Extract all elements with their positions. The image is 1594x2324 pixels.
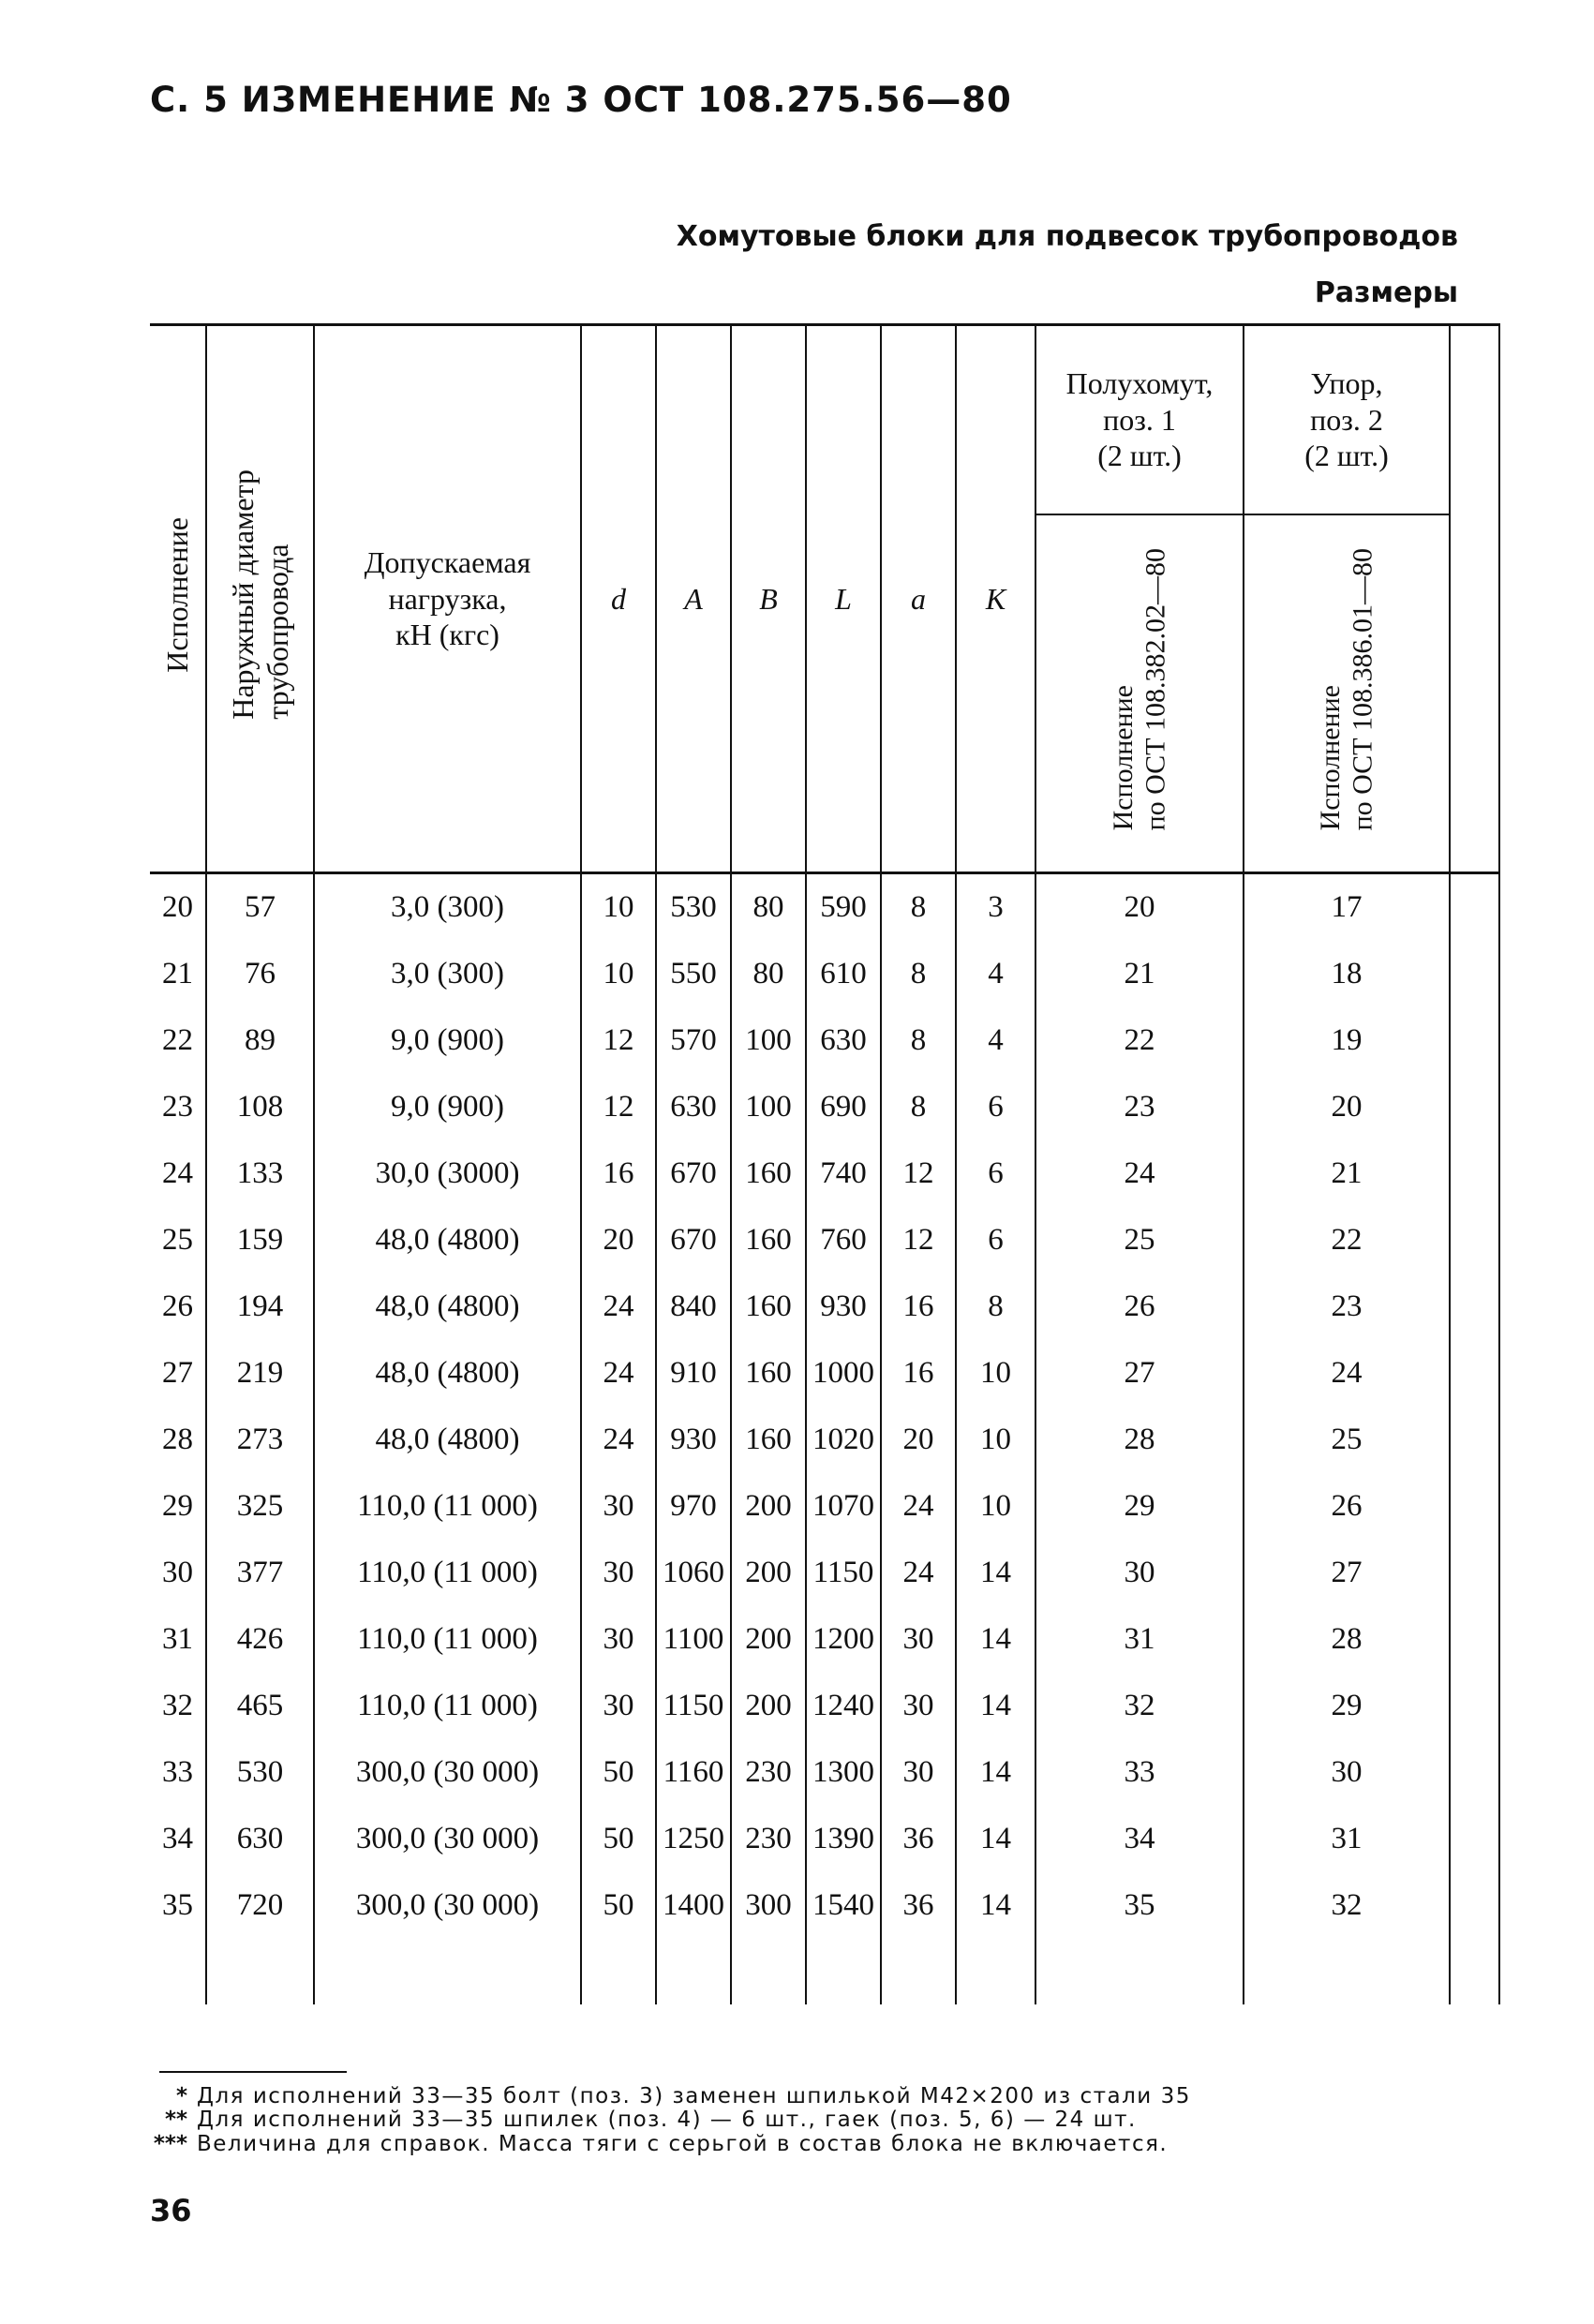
table-cell-empty [806, 1939, 881, 2004]
table-cell-empty [1244, 1939, 1450, 2004]
table-cell-empty [881, 1939, 956, 2004]
footnote-3 [153, 2131, 1467, 2156]
table-cell: 21 [150, 941, 206, 1007]
table-cell-empty [1450, 1074, 1499, 1140]
footnote-text: Величина для справок. Масса тяги с серьгой в состав блока не включается. [197, 2131, 1169, 2156]
table-row [150, 1274, 1499, 1340]
table-cell: 12 [881, 1207, 956, 1274]
table-cell: 14 [956, 1739, 1035, 1806]
table-cell: 24 [581, 1340, 656, 1407]
table-cell: 30 [150, 1540, 206, 1606]
stop-line2: поз. 2 [1310, 402, 1383, 437]
footnote-text: Для исполнений 33—35 болт (поз. 3) заменен шпилькой М42×200 из стали 35 [197, 2084, 1191, 2108]
table-cell-empty [1450, 941, 1499, 1007]
table-cell: 10 [956, 1407, 1035, 1473]
table-cell: 630 [656, 1074, 731, 1140]
footnote-mark: * [175, 2084, 187, 2108]
table-cell: 1150 [656, 1673, 731, 1739]
table-cell-empty [731, 1939, 806, 2004]
table-cell: 200 [731, 1473, 806, 1540]
table-cell: 1540 [806, 1872, 881, 1939]
table-title: Хомутовые блоки для подвесок трубопроводов [676, 220, 1458, 253]
table-body [150, 873, 1499, 2005]
table-cell: 25 [150, 1207, 206, 1274]
header-L: L [806, 325, 881, 873]
table-cell: 670 [656, 1140, 731, 1207]
table-cell: 16 [881, 1340, 956, 1407]
table-cell: 17 [1244, 873, 1450, 942]
table-cell: 89 [206, 1007, 314, 1074]
table-cell: 630 [806, 1007, 881, 1074]
table-row [150, 1606, 1499, 1673]
halfclamp-line3: (2 шт.) [1097, 439, 1182, 473]
table-cell: 690 [806, 1074, 881, 1140]
header-empty [1450, 325, 1499, 873]
table-cell: 1000 [806, 1340, 881, 1407]
table-cell: 33 [150, 1739, 206, 1806]
table-cell: 110,0 (11 000) [314, 1540, 581, 1606]
table-cell: 24 [881, 1540, 956, 1606]
header-halfclamp-execution [1035, 514, 1244, 873]
table-cell: 1300 [806, 1739, 881, 1806]
table-cell: 160 [731, 1274, 806, 1340]
table-row [150, 1407, 1499, 1473]
table-cell: 48,0 (4800) [314, 1207, 581, 1274]
table-cell: 48,0 (4800) [314, 1407, 581, 1473]
table-cell: 22 [150, 1007, 206, 1074]
table-cell: 200 [731, 1673, 806, 1739]
table-cell: 840 [656, 1274, 731, 1340]
table-cell: 26 [1035, 1274, 1244, 1340]
table-cell-empty [314, 1939, 581, 2004]
table-cell: 1390 [806, 1806, 881, 1872]
table-cell: 20 [581, 1207, 656, 1274]
header-d: d [581, 325, 656, 873]
table-cell: 630 [206, 1806, 314, 1872]
table-cell-empty [1450, 1140, 1499, 1207]
table-cell: 29 [1035, 1473, 1244, 1540]
stop-line3: (2 шт.) [1304, 439, 1389, 473]
table-cell: 110,0 (11 000) [314, 1606, 581, 1673]
table-row [150, 1872, 1499, 1939]
table-cell: 24 [581, 1274, 656, 1340]
table-cell: 970 [656, 1473, 731, 1540]
table-row [150, 1007, 1499, 1074]
table-cell: 273 [206, 1407, 314, 1473]
table-cell-empty [1450, 1340, 1499, 1407]
table-cell: 230 [731, 1806, 806, 1872]
table-row [150, 941, 1499, 1007]
table-cell: 25 [1035, 1207, 1244, 1274]
table-cell: 23 [1035, 1074, 1244, 1140]
table-cell: 16 [881, 1274, 956, 1340]
table-cell: 31 [150, 1606, 206, 1673]
header-stop-execution [1244, 514, 1450, 873]
footnotes [153, 2084, 1467, 2156]
table-cell-empty [1450, 1207, 1499, 1274]
header-halfclamp-group [1035, 325, 1244, 515]
table-cell: 219 [206, 1340, 314, 1407]
table-cell: 35 [150, 1872, 206, 1939]
halfclamp-line1: Полухомут, [1065, 366, 1214, 401]
table-cell: 8 [881, 1074, 956, 1140]
table-cell: 30 [581, 1606, 656, 1673]
table-cell: 36 [881, 1806, 956, 1872]
table-cell: 28 [1035, 1407, 1244, 1473]
table-cell: 27 [1035, 1340, 1244, 1407]
table-cell: 24 [581, 1407, 656, 1473]
table-cell-empty [1450, 1872, 1499, 1939]
table-cell: 1100 [656, 1606, 731, 1673]
table-cell: 20 [1035, 873, 1244, 942]
table-cell: 200 [731, 1540, 806, 1606]
table-cell: 28 [150, 1407, 206, 1473]
table-cell-empty [1035, 1939, 1244, 2004]
header-K: K [956, 325, 1035, 873]
table-cell: 27 [1244, 1540, 1450, 1606]
table-spacer-row [150, 1939, 1499, 2004]
table-row [150, 1473, 1499, 1540]
table-cell: 24 [1035, 1140, 1244, 1207]
table-row [150, 1540, 1499, 1606]
header-a: a [881, 325, 956, 873]
header-stop-group [1244, 325, 1450, 515]
table-cell-empty [956, 1939, 1035, 2004]
stop-sub-line2: по ОСТ 108.386.01—80 [1347, 548, 1378, 831]
table-row [150, 1140, 1499, 1207]
table-cell-empty [656, 1939, 731, 2004]
table-cell: 30 [1244, 1739, 1450, 1806]
table-cell: 9,0 (900) [314, 1074, 581, 1140]
footnote-1 [175, 2084, 1467, 2108]
table-cell: 26 [150, 1274, 206, 1340]
table-cell: 570 [656, 1007, 731, 1074]
table-cell: 23 [1244, 1274, 1450, 1340]
table-cell: 108 [206, 1074, 314, 1140]
table-cell: 16 [581, 1140, 656, 1207]
header-execution: Исполнение [150, 325, 206, 873]
table-cell: 50 [581, 1806, 656, 1872]
table-cell: 12 [581, 1007, 656, 1074]
table-cell: 133 [206, 1140, 314, 1207]
table-cell-empty [206, 1939, 314, 2004]
table-cell: 20 [150, 873, 206, 942]
table-cell: 31 [1035, 1606, 1244, 1673]
table-cell: 29 [150, 1473, 206, 1540]
stop-sub-line1: Исполнение [1314, 685, 1346, 831]
table-cell: 14 [956, 1872, 1035, 1939]
table-cell: 23 [150, 1074, 206, 1140]
table-cell: 9,0 (900) [314, 1007, 581, 1074]
halfclamp-sub-line1: Исполнение [1107, 685, 1139, 831]
table-cell: 100 [731, 1007, 806, 1074]
table-cell: 377 [206, 1540, 314, 1606]
table-cell: 30 [881, 1673, 956, 1739]
table-cell: 14 [956, 1540, 1035, 1606]
halfclamp-line2: поз. 1 [1103, 402, 1176, 437]
table-cell: 12 [881, 1140, 956, 1207]
dimensions-table [150, 323, 1500, 2004]
table-cell: 21 [1035, 941, 1244, 1007]
table-cell: 22 [1244, 1207, 1450, 1274]
table-cell: 1160 [656, 1739, 731, 1806]
table-cell: 3 [956, 873, 1035, 942]
table-cell: 1070 [806, 1473, 881, 1540]
table-row [150, 1207, 1499, 1274]
table-cell-empty [581, 1939, 656, 2004]
table-cell: 30 [881, 1606, 956, 1673]
table-cell: 1060 [656, 1540, 731, 1606]
table-cell: 930 [806, 1274, 881, 1340]
table-cell-empty [1450, 1007, 1499, 1074]
table-cell: 530 [206, 1739, 314, 1806]
table-cell: 50 [581, 1739, 656, 1806]
table-cell: 300 [731, 1872, 806, 1939]
table-cell: 4 [956, 1007, 1035, 1074]
table-cell: 300,0 (30 000) [314, 1739, 581, 1806]
table-cell: 160 [731, 1407, 806, 1473]
table-cell: 1400 [656, 1872, 731, 1939]
table-cell: 740 [806, 1140, 881, 1207]
table-cell: 4 [956, 941, 1035, 1007]
table-subtitle: Размеры [1314, 276, 1458, 309]
table-row [150, 1673, 1499, 1739]
table-cell: 159 [206, 1207, 314, 1274]
table-cell: 160 [731, 1140, 806, 1207]
table-cell: 36 [881, 1872, 956, 1939]
footnote-2 [164, 2108, 1467, 2133]
table-cell: 610 [806, 941, 881, 1007]
page-header: С. 5 ИЗМЕНЕНИЕ № 3 ОСТ 108.275.56—80 [150, 80, 1012, 120]
table-cell: 34 [150, 1806, 206, 1872]
table-cell: 22 [1035, 1007, 1244, 1074]
table-cell: 30 [581, 1540, 656, 1606]
table-cell: 300,0 (30 000) [314, 1806, 581, 1872]
table-cell: 48,0 (4800) [314, 1340, 581, 1407]
table-cell: 550 [656, 941, 731, 1007]
table-cell: 930 [656, 1407, 731, 1473]
table-row [150, 1340, 1499, 1407]
table-row [150, 1074, 1499, 1140]
table-cell: 3,0 (300) [314, 941, 581, 1007]
table-cell: 32 [150, 1673, 206, 1739]
table-cell-empty [1450, 1606, 1499, 1673]
table-cell: 14 [956, 1673, 1035, 1739]
table-cell: 24 [1244, 1340, 1450, 1407]
table-cell: 29 [1244, 1673, 1450, 1739]
table-cell: 21 [1244, 1140, 1450, 1207]
table-cell: 590 [806, 873, 881, 942]
table-cell-empty [1450, 1739, 1499, 1806]
table-cell: 230 [731, 1739, 806, 1806]
table-cell: 194 [206, 1274, 314, 1340]
table-cell: 1020 [806, 1407, 881, 1473]
table-row [150, 1739, 1499, 1806]
table-cell: 12 [581, 1074, 656, 1140]
table-cell-empty [1450, 1806, 1499, 1872]
table-cell: 10 [581, 941, 656, 1007]
header-allowable-load [314, 325, 581, 873]
footnote-divider [159, 2071, 347, 2073]
table-cell: 14 [956, 1806, 1035, 1872]
table-cell: 25 [1244, 1407, 1450, 1473]
table-cell: 32 [1035, 1673, 1244, 1739]
table-cell: 1240 [806, 1673, 881, 1739]
table-cell: 33 [1035, 1739, 1244, 1806]
table-cell: 910 [656, 1340, 731, 1407]
table-cell-empty [1450, 1939, 1499, 2004]
table-cell: 1250 [656, 1806, 731, 1872]
table-cell: 57 [206, 873, 314, 942]
table-row [150, 1806, 1499, 1872]
table-cell: 80 [731, 941, 806, 1007]
table-cell: 1150 [806, 1540, 881, 1606]
table-cell: 30 [881, 1739, 956, 1806]
header-outer-diameter [206, 325, 314, 873]
table-cell: 6 [956, 1074, 1035, 1140]
header-load-line2: нагрузка, [388, 581, 507, 616]
table-cell: 1200 [806, 1606, 881, 1673]
header-B: B [731, 325, 806, 873]
halfclamp-sub-line2: по ОСТ 108.382.02—80 [1140, 548, 1170, 831]
header-load-line3: кН (кгс) [395, 618, 499, 652]
table-cell: 465 [206, 1673, 314, 1739]
table-cell: 10 [581, 873, 656, 942]
table-cell: 110,0 (11 000) [314, 1673, 581, 1739]
table-cell-empty [1450, 873, 1499, 942]
table-cell: 35 [1035, 1872, 1244, 1939]
table-cell: 6 [956, 1207, 1035, 1274]
footnote-mark: ** [164, 2108, 187, 2133]
table-cell: 28 [1244, 1606, 1450, 1673]
table-cell: 30 [1035, 1540, 1244, 1606]
table-cell: 325 [206, 1473, 314, 1540]
table-cell: 10 [956, 1340, 1035, 1407]
table-cell: 3,0 (300) [314, 873, 581, 942]
table-cell: 160 [731, 1340, 806, 1407]
table-cell: 31 [1244, 1806, 1450, 1872]
page-number: 36 [150, 2193, 192, 2228]
table-cell: 27 [150, 1340, 206, 1407]
table-cell: 30 [581, 1673, 656, 1739]
table-cell: 160 [731, 1207, 806, 1274]
table-cell: 34 [1035, 1806, 1244, 1872]
table-cell-empty [1450, 1407, 1499, 1473]
header-load-line1: Допускаемая [364, 545, 531, 580]
table-cell-empty [1450, 1473, 1499, 1540]
table-cell: 32 [1244, 1872, 1450, 1939]
table-cell: 8 [881, 941, 956, 1007]
footnote-text: Для исполнений 33—35 шпилек (поз. 4) — 6 шт., гаек (поз. 5, 6) — 24 шт. [197, 2108, 1137, 2133]
table-cell: 24 [881, 1473, 956, 1540]
table-cell: 19 [1244, 1007, 1450, 1074]
table-cell: 8 [881, 873, 956, 942]
table-cell: 24 [150, 1140, 206, 1207]
header-diameter-line1: Наружный диаметр [225, 469, 260, 721]
table-cell: 300,0 (30 000) [314, 1872, 581, 1939]
table-cell: 20 [1244, 1074, 1450, 1140]
table-cell: 26 [1244, 1473, 1450, 1540]
table-row [150, 873, 1499, 942]
table-cell-empty [1450, 1540, 1499, 1606]
table-cell-empty [1450, 1274, 1499, 1340]
table-cell: 20 [881, 1407, 956, 1473]
table-cell: 48,0 (4800) [314, 1274, 581, 1340]
footnote-mark: *** [153, 2131, 187, 2156]
table-cell-empty [150, 1939, 206, 2004]
header-A: A [656, 325, 731, 873]
table-cell: 720 [206, 1872, 314, 1939]
table-cell: 760 [806, 1207, 881, 1274]
table-cell: 100 [731, 1074, 806, 1140]
table-cell: 6 [956, 1140, 1035, 1207]
table-cell: 10 [956, 1473, 1035, 1540]
table-cell: 110,0 (11 000) [314, 1473, 581, 1540]
table-cell: 18 [1244, 941, 1450, 1007]
table-cell: 30,0 (3000) [314, 1140, 581, 1207]
table-cell: 8 [881, 1007, 956, 1074]
table-cell: 80 [731, 873, 806, 942]
table-cell: 530 [656, 873, 731, 942]
table-cell: 200 [731, 1606, 806, 1673]
table-cell: 426 [206, 1606, 314, 1673]
table-cell: 8 [956, 1274, 1035, 1340]
stop-line1: Упор, [1310, 366, 1383, 401]
table-cell: 50 [581, 1872, 656, 1939]
table-cell-empty [1450, 1673, 1499, 1739]
table-cell: 14 [956, 1606, 1035, 1673]
table-cell: 670 [656, 1207, 731, 1274]
table-cell: 30 [581, 1473, 656, 1540]
header-diameter-line2: трубопровода [260, 544, 294, 721]
table-cell: 76 [206, 941, 314, 1007]
